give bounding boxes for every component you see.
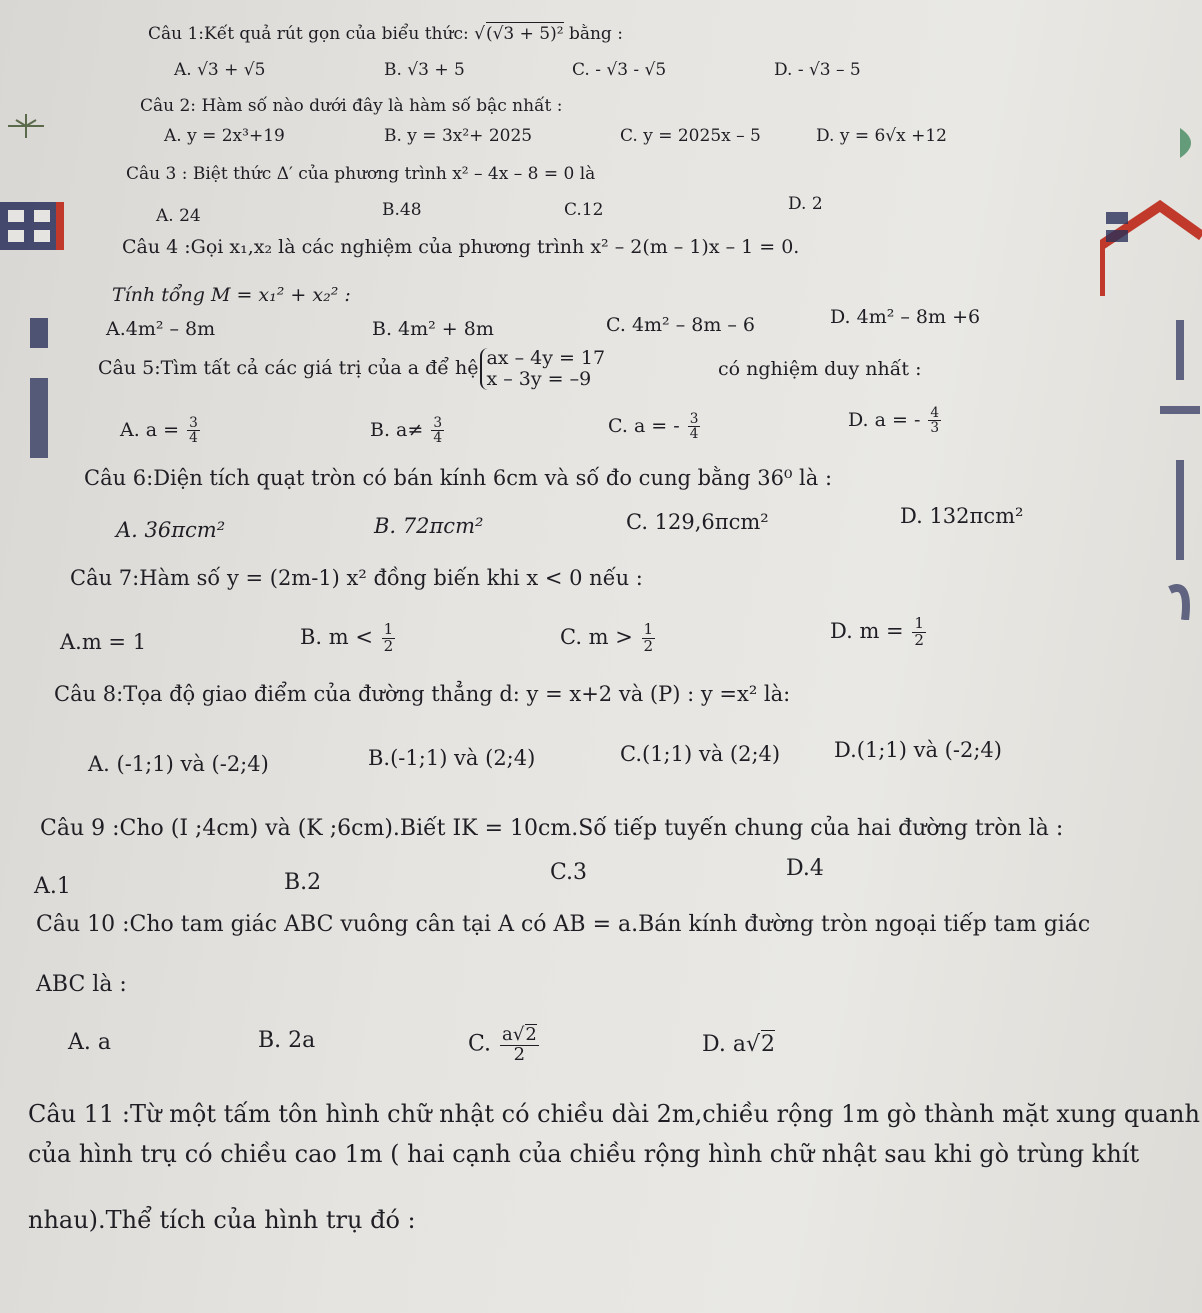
q7-option-c: C. m > $\frac{1}{2}$ [560,620,654,655]
q9-option-c: C.3 [550,860,588,885]
q8-option-c: C.(1;1) và (2;4) [620,742,781,766]
school-building-icon [0,196,70,256]
q5-option-c: C. a = - $\frac{3}{4}$ [608,411,699,443]
q6-option-a: A. 36πcm² [116,518,226,542]
green-leaf-icon [1180,128,1202,158]
q2-option-a: A. y = 2x³+19 [164,126,285,146]
q8-stem: Câu 8:Tọa độ giao điểm của đường thẳng d: y = x+2 và (P) : y =x² là: [54,682,791,706]
q4-sub: Tính tổng M = x₁² + x₂² : [112,284,351,306]
q10-option-b: B. 2a [258,1028,316,1053]
q6-stem: Câu 6:Diện tích quạt tròn có bán kính 6cm và số đo cung bằng 36⁰ là : [84,466,833,490]
q5-stem-right: có nghiệm duy nhất : [718,358,922,380]
q1-option-a: A. √3 + √5 [174,60,266,80]
q1-option-b: B. √3 + 5 [384,60,465,80]
q9-stem: Câu 9 :Cho (I ;4cm) và (K ;6cm).Biết IK = 10cm.Số tiếp tuyến chung của hai đường tròn là : [40,816,1064,841]
q9-option-b: B.2 [284,870,322,895]
q5-option-d: D. a = - $\frac{4}{3}$ [848,405,940,437]
tree-icon [6,112,46,140]
q2-stem: Câu 2: Hàm số nào dưới đây là hàm số bậc nhất : [140,96,563,116]
q10-option-d: D. a√2 [702,1032,775,1057]
q8-option-a: A. (-1;1) và (-2;4) [88,752,269,776]
q4-stem: Câu 4 :Gọi x₁,x₂ là các nghiệm của phương trình x² – 2(m – 1)x – 1 = 0. [122,236,800,258]
q5-stem [98,348,605,390]
q6-option-d: D. 132πcm² [900,504,1024,528]
q11-stem-line3: nhau).Thể tích của hình trụ đó : [28,1206,416,1234]
side-letters [1140,320,1202,620]
q2-option-b: B. y = 3x²+ 2025 [384,126,533,146]
q7-option-b: B. m < $\frac{1}{2}$ [300,620,394,655]
q4-option-d: D. 4m² – 8m +6 [830,306,981,328]
q11-stem-line1: Câu 11 :Từ một tấm tôn hình chữ nhật có chiều dài 2m,chiều rộng 1m gò thành mặt xung quanh [28,1100,1200,1128]
q6-option-b: B. 72πcm² [374,514,484,538]
q5-stem-left: Câu 5:Tìm tất cả các giá trị của a để hệ [98,356,479,379]
q11-stem-line2: của hình trụ có chiều cao 1m ( hai cạnh của chiều rộng hình chữ nhật sau khi gò trùng khít [28,1140,1140,1168]
q9-option-d: D.4 [786,856,824,881]
q7-option-a: A.m = 1 [60,630,147,654]
house-icon [1100,196,1202,296]
q10-option-a: A. a [68,1030,111,1055]
q4-option-b: B. 4m² + 8m [372,318,494,340]
q5-option-b: B. a≠ $\frac{3}{4}$ [370,415,443,447]
q1-stem: Câu 1:Kết quả rút gọn của biểu thức: √(√3 + 5)² bằng : [148,24,623,44]
q2-option-d: D. y = 6√x +12 [816,126,948,146]
q1-option-c: C. - √3 - √5 [572,60,667,80]
q3-option-c: C.12 [564,200,604,220]
q3-stem: Câu 3 : Biệt thức Δ′ của phương trình x² – 4x – 8 = 0 là [126,164,596,184]
q4-option-a: A.4m² – 8m [106,318,216,340]
q9-option-a: A.1 [34,874,71,899]
q3-option-b: B.48 [382,200,422,220]
q2-option-c: C. y = 2025x – 5 [620,126,761,146]
q5-option-a: A. a = $\frac{3}{4}$ [120,415,198,447]
side-logo [28,318,50,458]
q10-stem-line1: Câu 10 :Cho tam giác ABC vuông cân tại A có AB = a.Bán kính đường tròn ngoại tiếp tam giác [36,912,1091,937]
q3-option-a: A. 24 [156,206,201,226]
q5-equation-1: ax – 4y = 17 [486,347,606,369]
q8-option-d: D.(1;1) và (-2;4) [834,738,1002,762]
q7-option-d: D. m = $\frac{1}{2}$ [830,614,924,649]
q3-option-d: D. 2 [788,194,823,214]
q10-option-c: C. $\frac{a√2}{2}$ [468,1024,537,1065]
q1-option-d: D. - √3 – 5 [774,60,861,80]
q7-stem: Câu 7:Hàm số y = (2m-1) x² đồng biến khi x < 0 nếu : [70,566,643,590]
q5-system [480,348,605,390]
q5-equation-2: x – 3y = –9 [486,367,592,390]
q10-stem-line2: ABC là : [36,972,127,997]
q8-option-b: B.(-1;1) và (2;4) [368,746,536,770]
q4-option-c: C. 4m² – 8m – 6 [606,314,756,336]
q6-option-c: C. 129,6πcm² [626,510,769,534]
